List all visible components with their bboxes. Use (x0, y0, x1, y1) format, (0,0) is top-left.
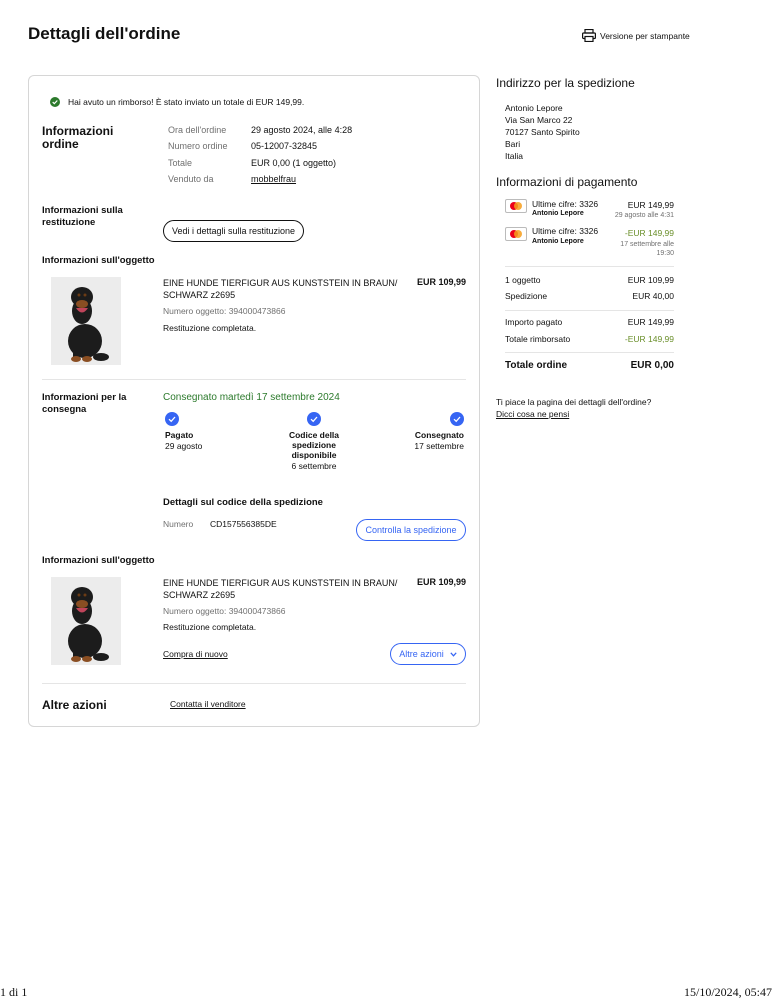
dog-figurine-image (51, 577, 121, 665)
step-delivered-date: 17 settembre (414, 441, 464, 451)
more-actions-label: Altre azioni (399, 649, 444, 659)
print-datetime: 15/10/2024, 05:47 (683, 985, 772, 999)
summary-items-label: 1 oggetto (505, 275, 541, 285)
refund-text: Hai avuto un rimborso! È stato inviato un totale di EUR 149,99. (68, 97, 305, 107)
seller-label: Venduto da (168, 174, 214, 184)
divider (505, 310, 674, 311)
summary-refunded-value: -EUR 149,99 (624, 334, 674, 344)
step-tracking-check-icon (307, 412, 321, 426)
track-shipment-button[interactable]: Controlla la spedizione (356, 519, 466, 541)
delivery-status: Consegnato martedì 17 settembre 2024 (163, 392, 340, 403)
payment-date-2: 17 settembre alle 19:30 (620, 241, 674, 257)
shipping-heading: Indirizzo per la spedizione (496, 76, 635, 90)
item-number-row-2 (163, 606, 285, 616)
step-tracking-date: 6 settembre (291, 461, 337, 471)
payment-name-1: Antonio Lepore (532, 210, 584, 217)
divider (42, 379, 466, 380)
divider (505, 266, 674, 267)
return-info-heading: Informazioni sulla restituzione (42, 205, 123, 228)
item-image[interactable] (51, 277, 121, 365)
item-title-link[interactable]: EINE HUNDE TIERFIGUR AUS KUNSTSTEIN IN BRAUN/ SCHWARZ z2695 (163, 278, 398, 300)
item-number-row (163, 306, 285, 316)
refund-banner (50, 97, 304, 107)
seller-link[interactable]: mobbelfrau (251, 174, 297, 184)
item-price-2: EUR 109,99 (416, 577, 466, 587)
address-line: 70127 Santo Spirito (505, 127, 580, 137)
item-number-2: 394000473866 (228, 606, 286, 616)
summary-paid-label: Importo pagato (505, 317, 563, 327)
order-total-value-right: EUR 0,00 (630, 360, 674, 371)
item-number-label-2: Numero oggetto: (163, 606, 227, 616)
address-line: Via San Marco 22 (505, 115, 573, 125)
item-status-2: Restituzione completata. (163, 622, 257, 632)
item-price: EUR 109,99 (416, 277, 466, 287)
payment-card-2: Ultime cifre: 3326 (532, 226, 599, 236)
tracking-number-label: Numero (163, 519, 194, 529)
order-time-label: Ora dell'ordine (168, 125, 227, 135)
other-actions-heading: Altre azioni (42, 698, 107, 712)
item-title-link-2[interactable]: EINE HUNDE TIERFIGUR AUS KUNSTSTEIN IN BRAUN/ SCHWARZ z2695 (163, 578, 398, 600)
summary-items-value: EUR 109,99 (627, 275, 674, 285)
item-number: 394000473866 (228, 306, 286, 316)
return-details-button[interactable]: Vedi i dettagli sulla restituzione (163, 220, 304, 242)
order-total-label-right: Totale ordine (505, 360, 568, 371)
print-label: Versione per stampante (600, 30, 690, 41)
order-time-value: 29 agosto 2024, alle 4:28 (251, 125, 353, 135)
shipping-address (505, 102, 580, 162)
step-delivered-check-icon (450, 412, 464, 426)
chevron-down-icon (450, 652, 457, 657)
summary-shipping-label: Spedizione (505, 291, 548, 301)
payment-date-1: 29 agosto alle 4:31 (614, 212, 674, 219)
step-paid-check-icon (165, 412, 179, 426)
order-total-label: Totale (168, 158, 193, 168)
step-delivered-label: Consegnato (414, 430, 464, 440)
payment-card-1: Ultime cifre: 3326 (532, 199, 599, 209)
item-status: Restituzione completata. (163, 323, 257, 333)
tracking-number: CD157556385DE (210, 519, 277, 529)
feedback-link[interactable]: Dicci cosa ne pensi (496, 409, 570, 419)
page-title: Dettagli dell'ordine (28, 24, 181, 43)
printer-icon (582, 29, 596, 42)
payment-amount-1: EUR 149,99 (627, 200, 674, 210)
item-info-heading-2: Informazioni sull'oggetto (42, 555, 155, 566)
buy-again-link[interactable]: Compra di nuovo (163, 649, 228, 659)
print-link[interactable] (582, 29, 690, 42)
address-line: Antonio Lepore (505, 103, 563, 113)
order-info-heading: Informazioni ordine (42, 124, 114, 151)
step-tracking (279, 430, 349, 471)
more-actions-button[interactable] (390, 643, 466, 665)
summary-refunded-label: Totale rimborsato (505, 334, 571, 344)
payment-amount-2: -EUR 149,99 (624, 228, 674, 238)
order-total-value: EUR 0,00 (1 oggetto) (251, 158, 337, 168)
dog-figurine-image (51, 277, 121, 365)
order-number-value: 05-12007-32845 (251, 141, 318, 151)
page-counter: 1 di 1 (0, 985, 28, 999)
step-paid-label: Pagato (165, 430, 194, 440)
delivery-heading: Informazioni per la consegna (42, 392, 127, 415)
check-circle-icon (50, 97, 60, 107)
step-tracking-label: Codice della spedizione disponibile (288, 430, 340, 460)
feedback-question: Ti piace la pagina dei dettagli dell'ordine? (496, 397, 652, 407)
item-number-label: Numero oggetto: (163, 306, 227, 316)
step-paid-date: 29 agosto (165, 441, 203, 451)
payment-heading: Informazioni di pagamento (496, 175, 638, 189)
order-number-label: Numero ordine (168, 141, 228, 151)
payment-name-2: Antonio Lepore (532, 238, 584, 245)
divider (505, 352, 674, 353)
contact-seller-link[interactable]: Contatta il venditore (170, 699, 246, 709)
summary-paid-value: EUR 149,99 (627, 317, 674, 327)
address-line: Bari (505, 139, 521, 149)
mastercard-icon (505, 227, 527, 241)
item-image-2[interactable] (51, 577, 121, 665)
tracking-heading: Dettagli sul codice della spedizione (163, 497, 323, 508)
step-paid (165, 430, 202, 452)
address-line: Italia (505, 151, 523, 161)
item-info-heading: Informazioni sull'oggetto (42, 255, 155, 266)
summary-shipping-value: EUR 40,00 (632, 291, 674, 301)
divider (42, 683, 466, 684)
mastercard-icon (505, 199, 527, 213)
step-delivered (406, 430, 464, 452)
